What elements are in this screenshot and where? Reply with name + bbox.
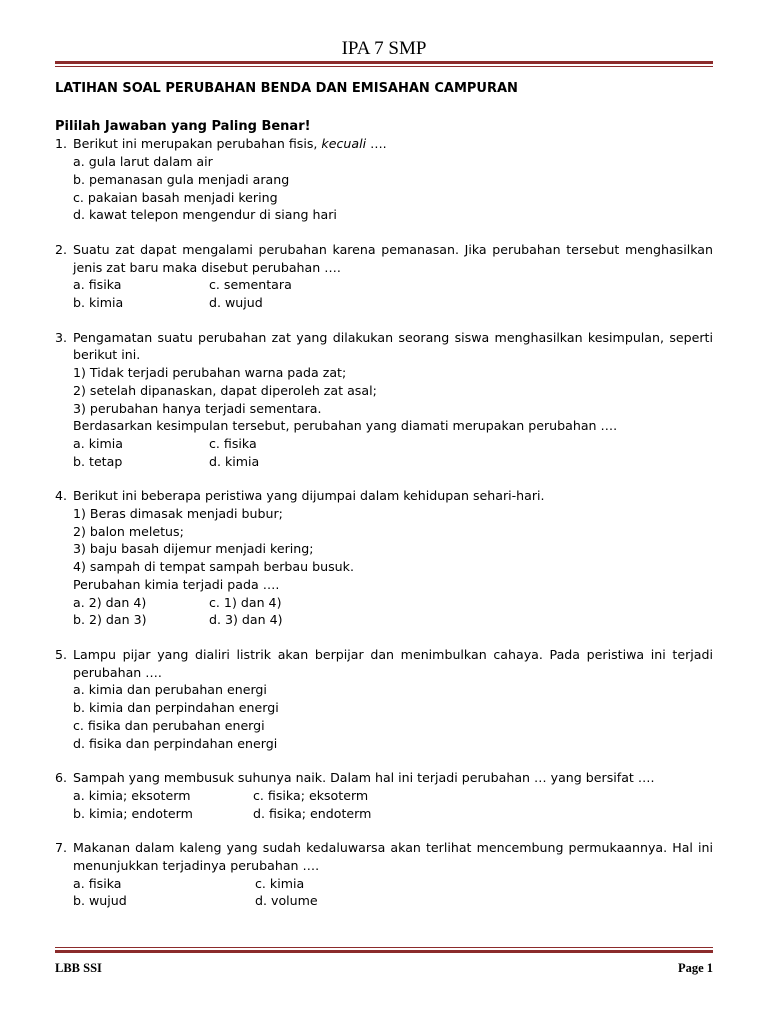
options-row <box>73 594 713 612</box>
options-row <box>73 875 713 893</box>
question-number: 6. <box>55 770 68 786</box>
question-number: 4. <box>55 488 68 504</box>
answer-option-b: b. kimia dan perpindahan energi <box>73 700 279 716</box>
answer-options <box>55 594 713 629</box>
answer-option-b: b. kimia; endoterm <box>73 805 193 821</box>
answer-option-a: a. fisika <box>73 875 122 891</box>
answer-options <box>55 875 713 910</box>
document-body <box>55 80 713 910</box>
options-row <box>73 294 713 312</box>
question-3 <box>55 329 713 471</box>
question-stem <box>55 839 713 874</box>
question-stem <box>55 769 713 787</box>
answer-option-d: d. volume <box>255 893 318 909</box>
question-stem <box>55 646 713 681</box>
point-3: 3) baju basah dijemur menjadi kering; <box>73 541 314 557</box>
point-1: 1) Beras dimasak menjadi bubur; <box>73 506 283 522</box>
question-stem <box>55 329 713 364</box>
answer-option-b: b. kimia <box>73 295 124 311</box>
document-title: LATIHAN SOAL PERUBAHAN BENDA DAN EMISAHAN CAMPURAN <box>55 81 518 96</box>
answer-option-d: d. fisika; endoterm <box>253 805 372 821</box>
answer-option-a: a. kimia <box>73 435 123 451</box>
question-text: Suatu zat dapat mengalami perubahan karena pemanasan. Jika perubahan tersebut menghasilkan jenis zat baru maka disebut perubahan …. <box>73 241 713 275</box>
footer-rule-thin <box>55 947 713 948</box>
answer-option-d: d. fisika dan perpindahan energi <box>73 735 278 751</box>
question-text: Lampu pijar yang dialiri listrik akan berpijar dan menimbulkan cahaya. Pada peristiwa ini terjadi perubahan …. <box>73 646 713 680</box>
answer-option-c: c. fisika; eksoterm <box>253 787 369 803</box>
answer-option-d: d. kawat telepon mengendur di siang hari <box>73 207 337 223</box>
header-rule-thin <box>55 66 713 67</box>
options-row <box>73 453 713 471</box>
question-2 <box>55 241 713 312</box>
answer-option-a: a. gula larut dalam air <box>73 154 213 170</box>
answer-option-c: c. sementara <box>209 277 292 293</box>
options-row <box>73 805 713 823</box>
question-points <box>55 505 713 594</box>
question-number: 1. <box>55 136 68 152</box>
answer-option-b: b. 2) dan 3) <box>73 612 147 628</box>
question-text: Pengamatan suatu perubahan zat yang dilakukan seorang siswa menghasilkan kesimpulan, seperti berikut ini. <box>73 329 713 363</box>
answer-option-a: a. 2) dan 4) <box>73 594 147 610</box>
question-stem <box>55 487 713 505</box>
question-number: 7. <box>55 840 68 856</box>
question-text-part: …. <box>366 136 387 152</box>
answer-option-d: d. wujud <box>209 295 263 311</box>
answer-option-d: d. 3) dan 4) <box>209 612 283 628</box>
point-2: 2) balon meletus; <box>73 523 184 539</box>
question-points <box>55 364 713 435</box>
page-header-title: IPA 7 SMP <box>341 38 427 59</box>
question-6 <box>55 769 713 822</box>
point-4: 4) sampah di tempat sampah berbau busuk. <box>73 559 354 575</box>
options-row <box>73 435 713 453</box>
question-7 <box>55 839 713 910</box>
point-3: 3) perubahan hanya terjadi sementara. <box>73 400 322 416</box>
question-text: Makanan dalam kaleng yang sudah kedaluwarsa akan terlihat mencembung permukaannya. Hal ini menunjukkan terjadinya perubahan …. <box>73 840 713 874</box>
question-5 <box>55 646 713 752</box>
answer-option-b: b. tetap <box>73 453 123 469</box>
question-prompt: Perubahan kimia terjadi pada …. <box>73 576 280 592</box>
question-number: 5. <box>55 646 68 662</box>
question-text-part: Berikut ini merupakan perubahan fisis, <box>73 136 322 152</box>
answer-option-c: c. fisika <box>209 435 257 451</box>
answer-option-c: c. fisika dan perubahan energi <box>73 717 265 733</box>
question-text: Sampah yang membusuk suhunya naik. Dalam hal ini terjadi perubahan … yang bersifat …. <box>73 770 655 786</box>
page-number: Page 1 <box>677 961 713 975</box>
question-prompt: Berdasarkan kesimpulan tersebut, perubahan yang diamati merupakan perubahan …. <box>73 418 618 434</box>
options-row <box>73 276 713 294</box>
answer-options <box>55 153 713 224</box>
point-1: 1) Tidak terjadi perubahan warna pada zat; <box>73 365 347 381</box>
answer-options <box>55 435 713 470</box>
answer-option-a: a. fisika <box>73 277 122 293</box>
answer-options <box>55 787 713 822</box>
question-number: 3. <box>55 329 68 345</box>
answer-option-a: a. kimia; eksoterm <box>73 787 191 803</box>
options-row <box>73 611 713 629</box>
instruction-text: Pililah Jawaban yang Paling Benar! <box>55 118 311 134</box>
question-number: 2. <box>55 241 68 257</box>
options-row <box>73 787 713 805</box>
question-text: Berikut ini beberapa peristiwa yang dijumpai dalam kehidupan sehari-hari. <box>73 488 545 504</box>
answer-option-d: d. kimia <box>209 453 260 469</box>
answer-option-c: c. kimia <box>255 875 305 891</box>
footer-rule-thick <box>55 950 713 953</box>
answer-option-c: c. 1) dan 4) <box>209 594 282 610</box>
footer-left-text: LBB SSI <box>55 961 102 975</box>
question-4 <box>55 487 713 629</box>
question-text <box>73 135 713 153</box>
answer-options <box>55 276 713 311</box>
answer-options <box>55 681 713 752</box>
header-rule-thick <box>55 61 713 64</box>
answer-option-b: b. pemanasan gula menjadi arang <box>73 171 290 187</box>
answer-option-a: a. kimia dan perubahan energi <box>73 682 267 698</box>
question-text-italic: kecuali <box>321 136 367 152</box>
question-1 <box>55 135 713 224</box>
options-row <box>73 892 713 910</box>
answer-option-b: b. wujud <box>73 893 127 909</box>
answer-option-c: c. pakaian basah menjadi kering <box>73 189 278 205</box>
question-stem <box>55 135 713 153</box>
point-2: 2) setelah dipanaskan, dapat diperoleh zat asal; <box>73 382 377 398</box>
question-stem <box>55 241 713 276</box>
